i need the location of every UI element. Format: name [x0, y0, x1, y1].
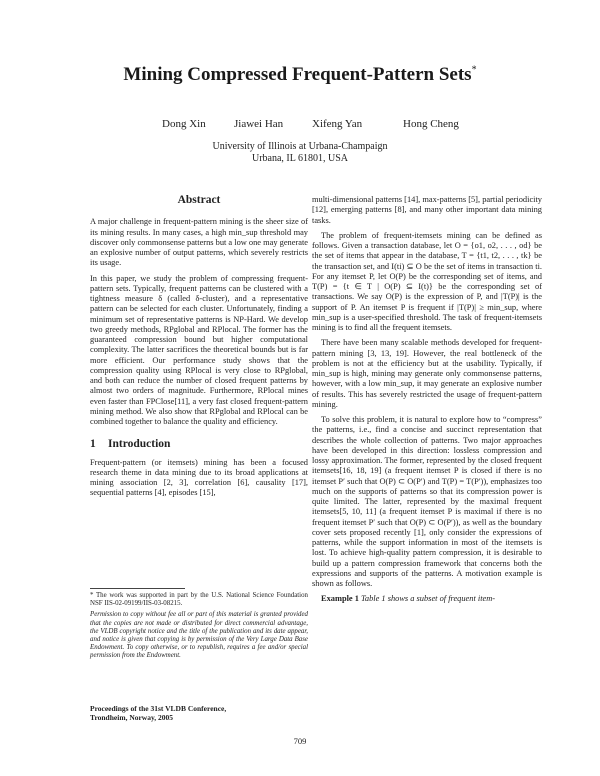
author-list — [150, 118, 500, 132]
title-footnote-mark: * — [471, 64, 477, 76]
example-label: Example 1 — [321, 594, 359, 604]
section-number: 1 — [90, 438, 96, 451]
footnote-rule — [90, 588, 185, 589]
right-column — [312, 195, 542, 610]
body-paragraph: There have been many scalable methods developed for frequent-pattern mining [3, 13, 19]. However, the real bottleneck of the problem is not at the efficiency but at the usability. Typically, if min_sup is high, mining may generate only commonsense patterns, however, with a low min_sup, it may generate an explosive number of results. This has severely restricted the usage of frequent-pattern mining. — [312, 338, 542, 409]
left-column — [90, 195, 308, 504]
author-name: Hong Cheng — [403, 118, 459, 130]
section-heading — [90, 439, 308, 449]
intro-paragraph: Frequent-pattern (or itemsets) mining has been a focused research theme in data mining due to its broad applications at mining association [2, 3], correlation [6], causality [17], sequential patterns [4], episodes [15], — [90, 457, 308, 498]
affiliation: University of Illinois at Urbana-Champaign — [212, 141, 388, 152]
body-paragraph: multi-dimensional patterns [14], max-patterns [5], partial periodicity [12], emerging patterns [8], and many other important data mining tasks. — [312, 195, 542, 225]
abstract-paragraph: A major challenge in frequent-pattern mining is the sheer size of its mining results. In many cases, a high min_sup threshold may discover only commonsense patterns but a low one may generate an explosive number of output patterns, which severely restricts its usage. — [90, 217, 308, 268]
body-paragraph: To solve this problem, it is natural to explore how to “compress” the patterns, i.e., find a concise and succinct representation that describes the whole collection of patterns. Two major approaches have been developed in this direction: lossless compression and lossy approximation. The former, represented by the closed frequent itemsets[16, 18, 19] (a frequent itemset P is closed if there is no itemset P′ such that O(P) ⊂ O(P′) and T(P) = T(P′)), emphasizes too much on the supports of patterns so that its compression power is quite limited. The latter, represented by the maximal frequent itemsets[5, 10, 11] (a frequent itemset P is maximal if there is no frequent itemset P′ such that O(P) ⊂ O(P′)), as well as the boundary cover sets proposed recently [1], only consider the expressions of patterns, while the support information in most of the itemsets is lost. To achieve high-quality pattern compression, it is desirable to build up a pattern compression framework that concerns both the expressions and supports of the patterns. A motivation example is shown as follows. — [312, 415, 542, 588]
section-title: Introduction — [108, 438, 171, 451]
page-number: 709 — [293, 736, 307, 746]
paper-title — [0, 64, 600, 86]
example-paragraph — [312, 594, 542, 604]
proceedings-line: Trondheim, Norway, 2005 — [90, 713, 174, 723]
abstract-heading: Abstract — [177, 194, 221, 206]
permission-note: Permission to copy without fee all or part of this material is granted provided that the copies are not made or distributed for direct commercial advantage, the VLDB copyright notice and the title of the publication and its date appear, and notice is given that copying is by permission of the Very Large Data Base Endowment. To copy otherwise, or to republish, requires a fee and/or special permission from the Endowment. — [90, 611, 308, 660]
footnote — [90, 592, 308, 664]
funding-note: * The work was supported in part by the U.S. National Science Foundation NSF IIS-02-09199/IIS-03-08215. — [90, 592, 308, 608]
body-paragraph: The problem of frequent-itemsets mining can be defined as follows. Given a transaction database, let O = {o1, o2, . . . , od} be the set of items that appear in the database, T = {t1, t2, . . . , tk} be the transaction set, and I(ti) ⊆ O be the set of items in transaction ti. For any itemset P, let O(P) be the corresponding set of items, and T(P) = {t ∈ T | O(P) ⊆ I(t)} be the corresponding set of transactions. We say O(P) is the expression of P, and |T(P)| is the support of P. An itemset P is frequent if |T(P)| ≥ min_sup, where min_sup is a user-specified threshold. The task of frequent-itemsets mining is to find all the frequent itemsets. — [312, 230, 542, 332]
abstract-paragraph: In this paper, we study the problem of compressing frequent-pattern sets. Typically, frequent patterns can be clustered with a tightness measure δ (called δ-cluster), and a representative pattern can be selected for each cluster. Unfortunately, finding a minimum set of representative patterns is NP-Hard. We develop two greedy methods, RPglobal and RPlocal. The former has the guaranteed compression bound but higher computational complexity. The latter sacrifices the theoretical bounds but is far more efficient. Our performance study shows that the compression quality using RPlocal is very close to RPglobal, and both can reduce the number of closed frequent patterns by almost two orders of magnitude. Furthermore, RPlocal mines even faster than FPClose[11], a very fast closed frequent-pattern mining method. We also show that RPglobal and RPlocal can be combined together to balance the quality and efficiency. — [90, 273, 308, 426]
author-name: Xifeng Yan — [312, 118, 363, 130]
author-name: Dong Xin — [162, 118, 206, 130]
paper-title-text: Mining Compressed Frequent-Pattern Sets — [123, 64, 472, 85]
example-text: Table 1 shows a subset of frequent item- — [361, 594, 496, 604]
address: Urbana, IL 61801, USA — [251, 153, 348, 164]
author-name: Jiawei Han — [234, 118, 284, 130]
proceedings-info — [90, 704, 308, 723]
proceedings-line: Proceedings of the 31st VLDB Conference, — [90, 704, 227, 713]
